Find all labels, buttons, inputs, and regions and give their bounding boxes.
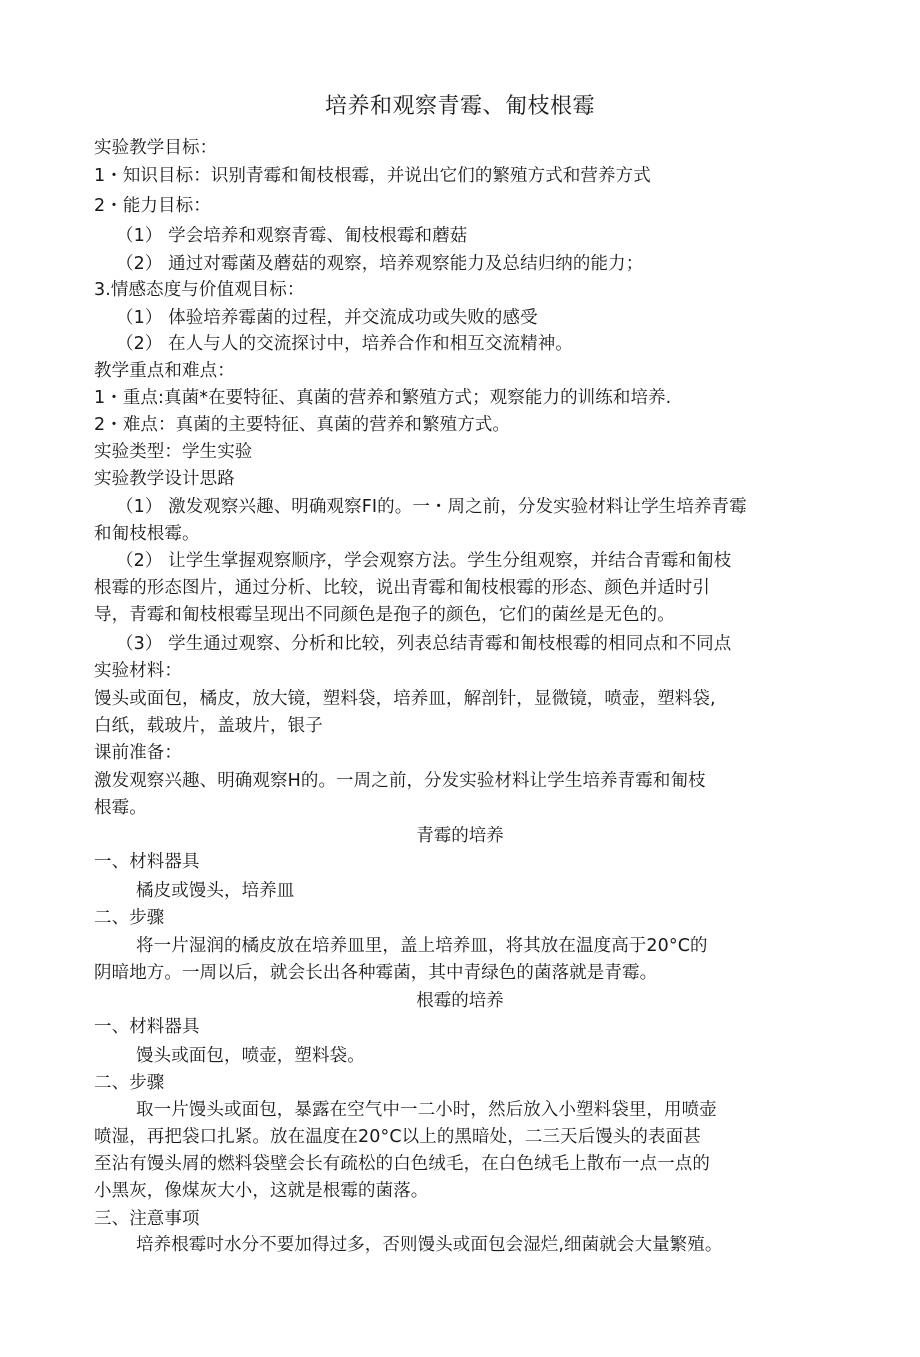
ability-objective-1: （1） 学会培养和观察青霉、匍枝根霉和蘑菇 (116, 226, 468, 246)
design-step-2-line-2: 根霉的形态图片，通过分析、比较，说出青霉和匍枝根霉的形态、颜色并适时引 (94, 578, 710, 598)
knowledge-objective: 1・知识目标：识别青霉和匍枝根霉，并说出它们的繁殖方式和营养方式 (94, 166, 651, 186)
penicillium-section-title: 青霉的培养 (416, 826, 504, 846)
design-step-2-line-1: （2） 让学生掌握观察顺序，学会观察方法。学生分组观察，并结合青霉和匍枝 (116, 551, 732, 571)
document-title: 培养和观察青霉、匍枝根霉 (324, 94, 595, 119)
preparation-line-1: 激发观察兴趣、明确观察H的。一周之前，分发实验材料让学生培养青霉和匍枝 (94, 771, 706, 791)
rhizopus-steps-line-1: 取一片馒头或面包，暴露在空气中一二小时，然后放入小塑料袋里，用喷壶 (136, 1100, 717, 1120)
penicillium-materials: 橘皮或馒头，培养皿 (136, 881, 295, 901)
ability-objective-2: （2） 通过对霉菌及蘑菇的观察，培养观察能力及总结归纳的能力； (116, 254, 644, 274)
design-step-1-line-2: 和匍枝根霉。 (94, 524, 200, 544)
preparation-line-2: 根霉。 (94, 798, 147, 818)
rhizopus-steps-line-3: 至沾有馒头屑的燃料袋壁会长有疏松的白色绒毛，在白色绒毛上散布一点一点的 (94, 1154, 710, 1174)
objectives-heading: 实验教学目标： (94, 138, 218, 158)
ability-objective-heading: 2・能力目标： (94, 196, 211, 216)
materials-heading: 实验材料： (94, 661, 182, 681)
penicillium-steps-line-1: 将一片湿润的橘皮放在培养皿里，盖上培养皿，将其放在温度高于20°C的 (136, 936, 708, 956)
design-step-3: （3） 学生通过观察、分析和比较，列表总结青霉和匍枝根霉的相同点和不同点 (116, 634, 732, 654)
difficult-point: 2・难点：真菌的主要特征、真菌的营养和繁殖方式。 (94, 415, 511, 435)
design-step-1-line-1: （1） 激发观察兴趣、明确观察FI的。一・周之前，分发实验材料让学生培养青霉 (116, 497, 747, 517)
notes-line-1: 培养根霉吋水分不要加得过多，否则馒头或面包会湿烂,细菌就会大量繁殖。 (136, 1235, 723, 1255)
rhizopus-steps-line-2: 喷湿，再把袋口扎紧。放在温度在20°C以上的黑暗处，二三天后馒头的表面甚 (94, 1127, 701, 1147)
penicillium-materials-heading: 一、材料器具 (94, 852, 200, 872)
key-point: 1・重点:真菌*在要特征、真菌的营养和繁殖方式；观察能力的训练和培养. (94, 388, 672, 408)
experiment-type: 实验类型：学生实验 (94, 442, 253, 462)
rhizopus-steps-line-4: 小黑灰，像煤灰大小，这就是根霉的菌落。 (94, 1181, 429, 1201)
notes-heading: 三、注意事项 (94, 1209, 200, 1229)
attitude-objective-2: （2） 在人与人的交流探讨中，培养合作和相互交流精神。 (116, 334, 573, 354)
penicillium-steps-heading: 二、步骤 (94, 908, 165, 928)
key-points-heading: 教学重点和难点： (94, 361, 235, 381)
penicillium-steps-line-2: 阴暗地方。一周以后，就会长出各种霉菌，其中青绿色的菌落就是青霉。 (94, 963, 658, 983)
design-step-2-line-3: 导，青霉和匍枝根霉呈现出不同颜色是孢子的颜色，它们的菌丝是无色的。 (94, 605, 675, 625)
preparation-heading: 课前准备： (94, 743, 182, 763)
design-heading: 实验教学设计思路 (94, 469, 235, 489)
rhizopus-materials-heading: 一、材料器具 (94, 1017, 200, 1037)
materials-line-2: 白纸，载玻片，盖玻片，银子 (94, 716, 323, 736)
attitude-objective-heading: 3.情感态度与价值观目标： (94, 280, 305, 300)
attitude-objective-1: （1） 体验培养霉菌的过程，并交流成功或失败的感受 (116, 308, 538, 328)
materials-line-1: 馒头或面包，橘皮，放大镜，塑料袋，培养皿，解剖针，显微镜，喷壶，塑料袋, (94, 689, 716, 709)
rhizopus-steps-heading: 二、步骤 (94, 1073, 165, 1093)
rhizopus-section-title: 根霉的培养 (416, 991, 504, 1011)
rhizopus-materials: 馒头或面包，喷壶，塑料袋。 (136, 1046, 365, 1066)
